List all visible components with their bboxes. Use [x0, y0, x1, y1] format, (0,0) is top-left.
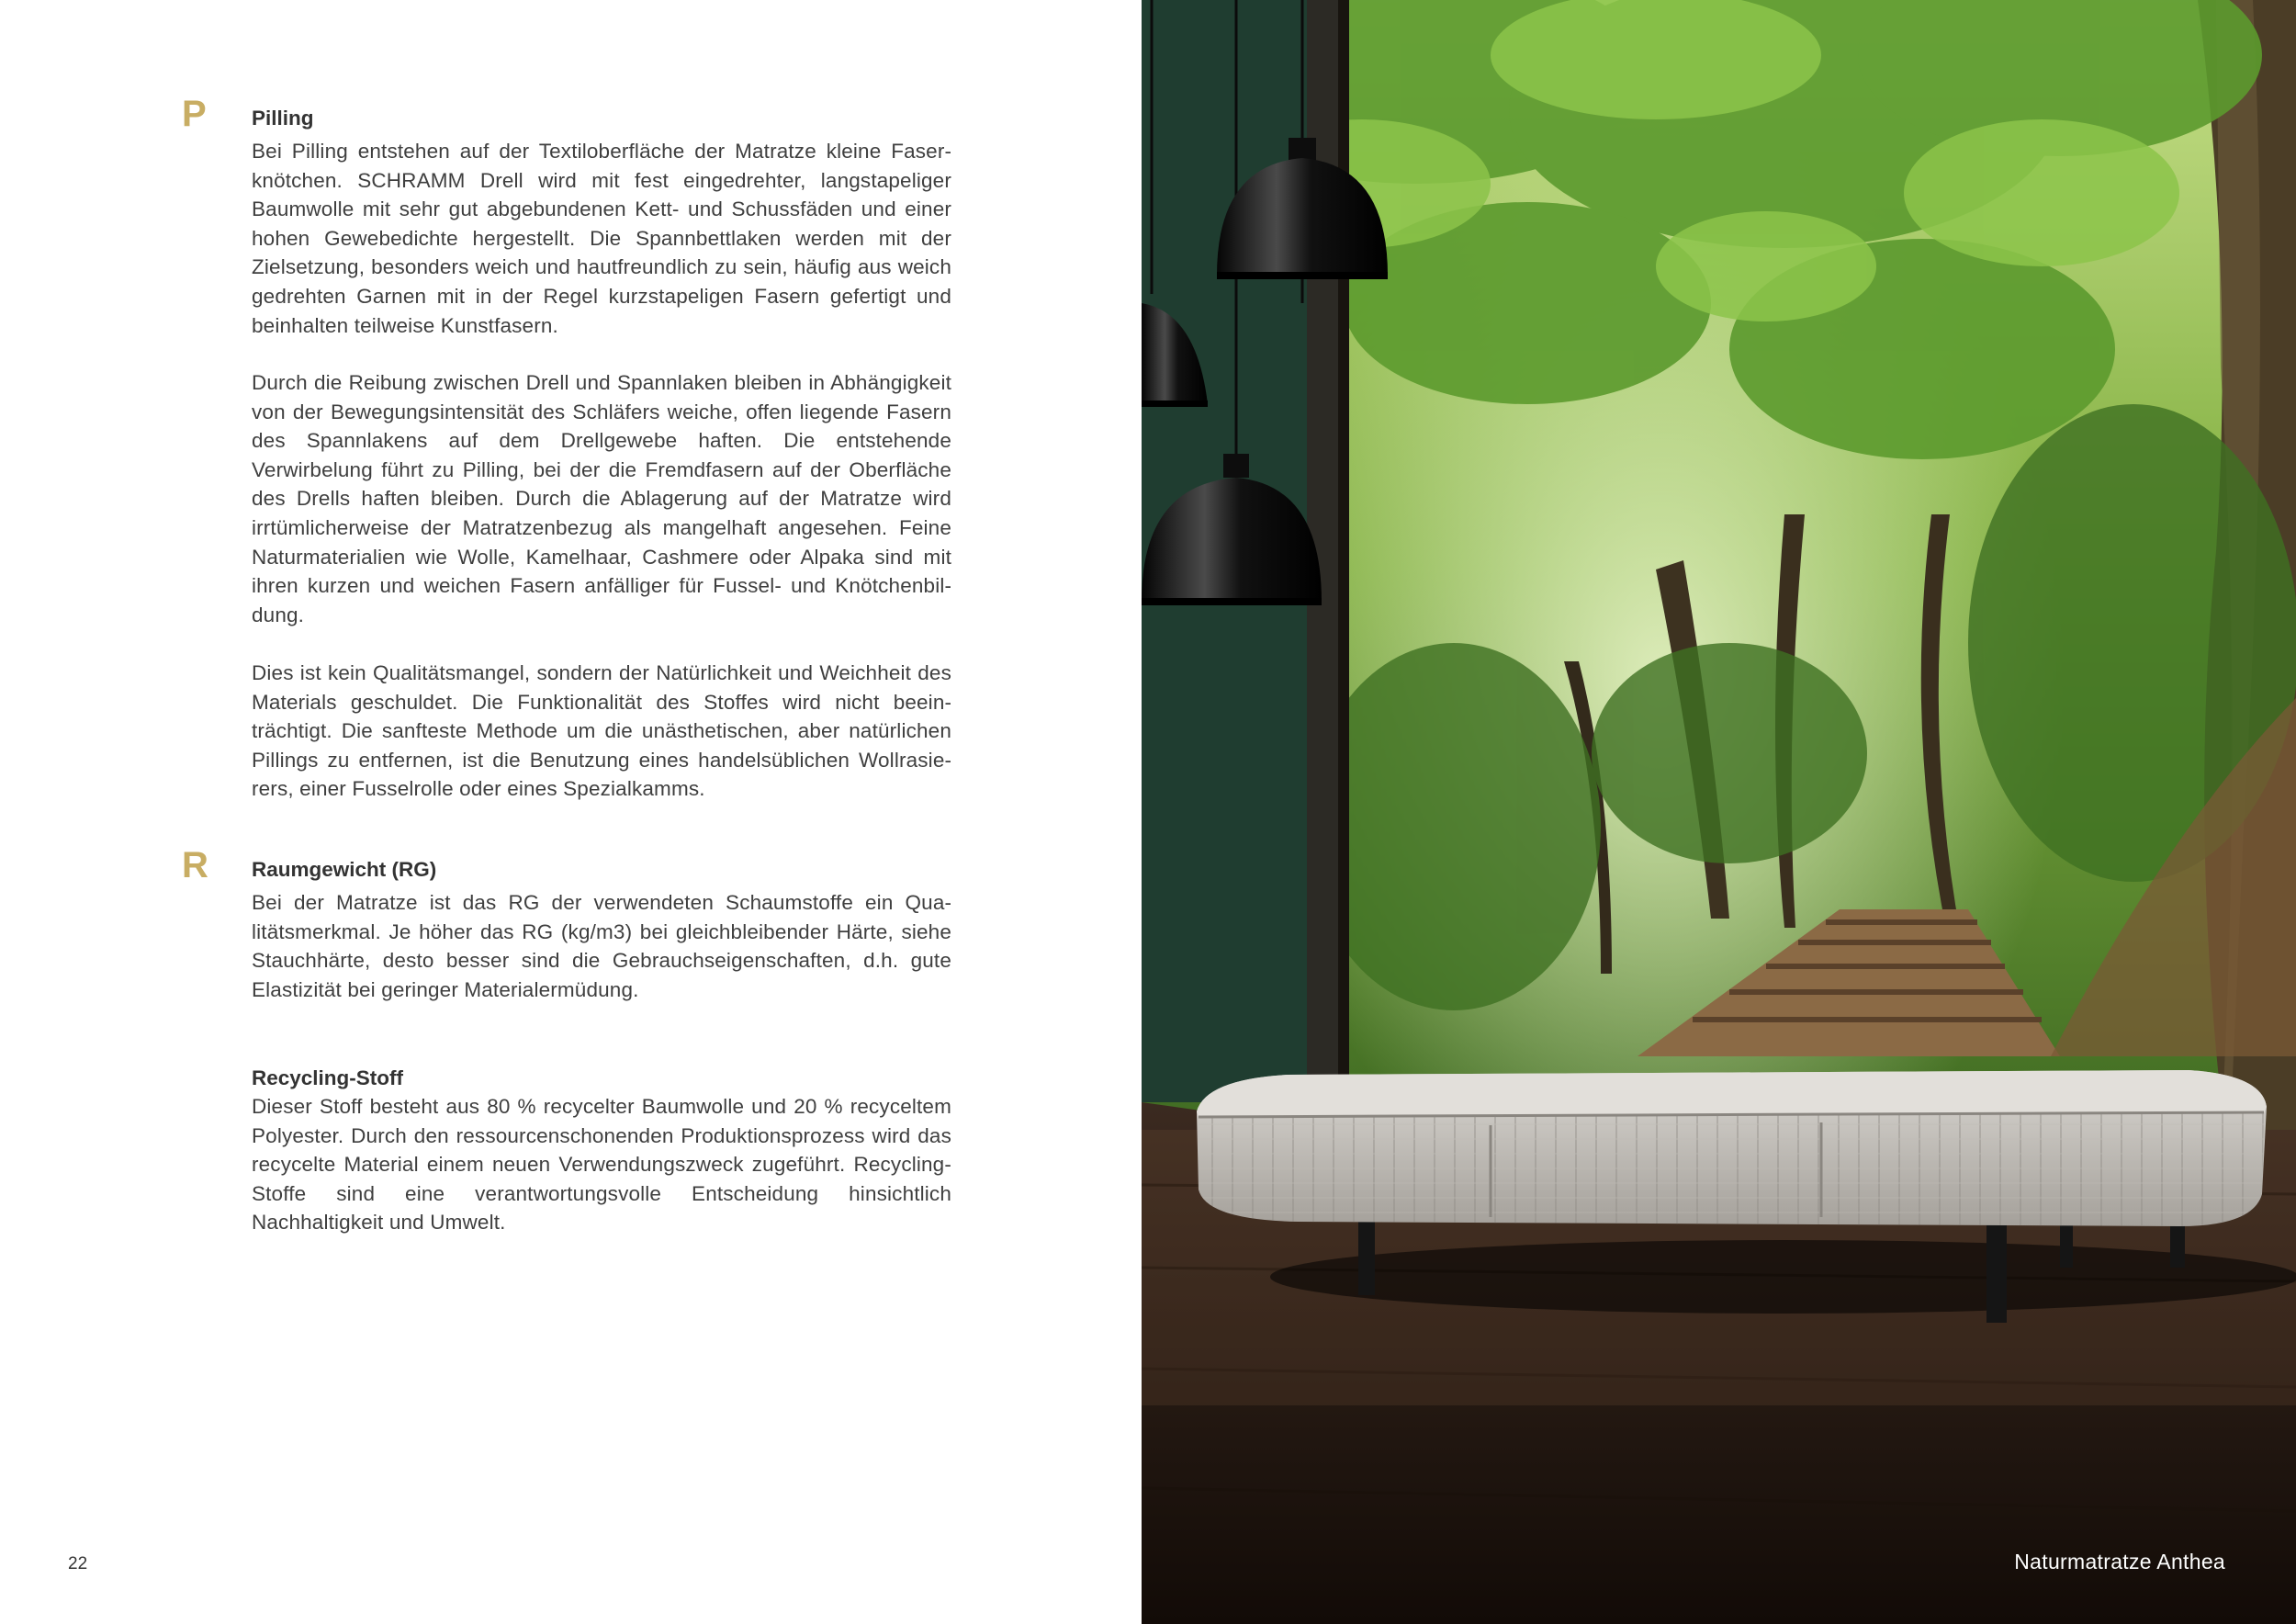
product-photo: [1142, 0, 2296, 1624]
section-title-recycling: Recycling-Stoff: [252, 1066, 404, 1089]
pilling-paragraph-2: Durch die Reibung zwischen Drell und Spannlaken bleiben in Abhängigkeit von der Bewegungsintensität des Schläfers weiche, offen liegende Fasern des Spannlakens auf dem Drellgewebe haften. Die entstehende Verwirbelung führt zu Pilling, bei der die Fremdfasern auf der Oberfläche des Drells haften bleiben. Durch die Ablagerung auf der Matratze wird irrtümlicherweise der Matratzenbezug als mangelhaft angesehen. Feine Naturmaterialien wie Wolle, Kamelhaar, Cashmere oder Alpaka sind mit ihren kurzen und weichen Fasern anfälliger für Fussel- und Knötchenbildung.: [252, 371, 951, 626]
left-page: [0, 0, 1142, 1624]
photo-caption: Naturmatratze Anthea: [2014, 1550, 2225, 1573]
pilling-paragraph-3: Dies ist kein Qualitätsmangel, sondern der Natürlichkeit und Weichheit des Materials geschuldet. Die Funktionalität des Stoffes wird nicht beeinträchtigt. Die sanfteste Methode um die unästhetischen, aber natürlichen Pillings zu entfernen, ist die Benutzung eines handelsüblichen Wollrasierers, einer Fusselrolle oder eines Spezialkamms.: [252, 661, 951, 801]
pilling-paragraph-1: Bei Pilling entstehen auf der Textiloberfläche der Matratze kleine Faserknötchen. SCHRAMM Drell wird mit fest eingedrehter, langstapeliger Baumwolle mit sehr gut abgebundenen Kett- und Schussfäden und einer hohen Gewebedichte hergestellt. Die Spannbettlaken werden mit der Zielsetzung, besonders weich und hautfreundlich zu sein, häufig aus weich gedrehten Garnen mit in der Regel kurzstapeligen Fasern gefertigt und beinhalten teilweise Kunstfasern.: [252, 140, 951, 337]
page-number: 22: [68, 1554, 88, 1573]
section-title-pilling: Pilling: [252, 107, 314, 130]
recycling-paragraph-1: Dieser Stoff besteht aus 80 % recycelter Baumwolle und 20 % recyceltem Polyester. Durch den ressourcenschonenden Produktionsprozess wird das recycelte Material einem neuen Verwendungszweck zugeführt. Recycling-Stoffe sind eine verantwortungsvolle Entscheidung hinsichtlich Nachhaltigkeit und Umwelt.: [252, 1095, 951, 1235]
forest-room-scene: [1142, 0, 2296, 1624]
section-letter-r: R: [182, 845, 208, 885]
section-title-raumgewicht: Raumgewicht (RG): [252, 858, 437, 881]
raumgewicht-paragraph-1: Bei der Matratze ist das RG der verwendeten Schaumstoffe ein Qualitätsmerkmal. Je höher das RG (kg/m3) bei gleichbleibender Härte, siehe Stauchhärte, desto besser sind die Gebrauchseigenschaften, d.h. gute Elastizität bei geringer Materialermüdung.: [252, 891, 951, 1001]
section-letter-p: P: [182, 94, 207, 134]
